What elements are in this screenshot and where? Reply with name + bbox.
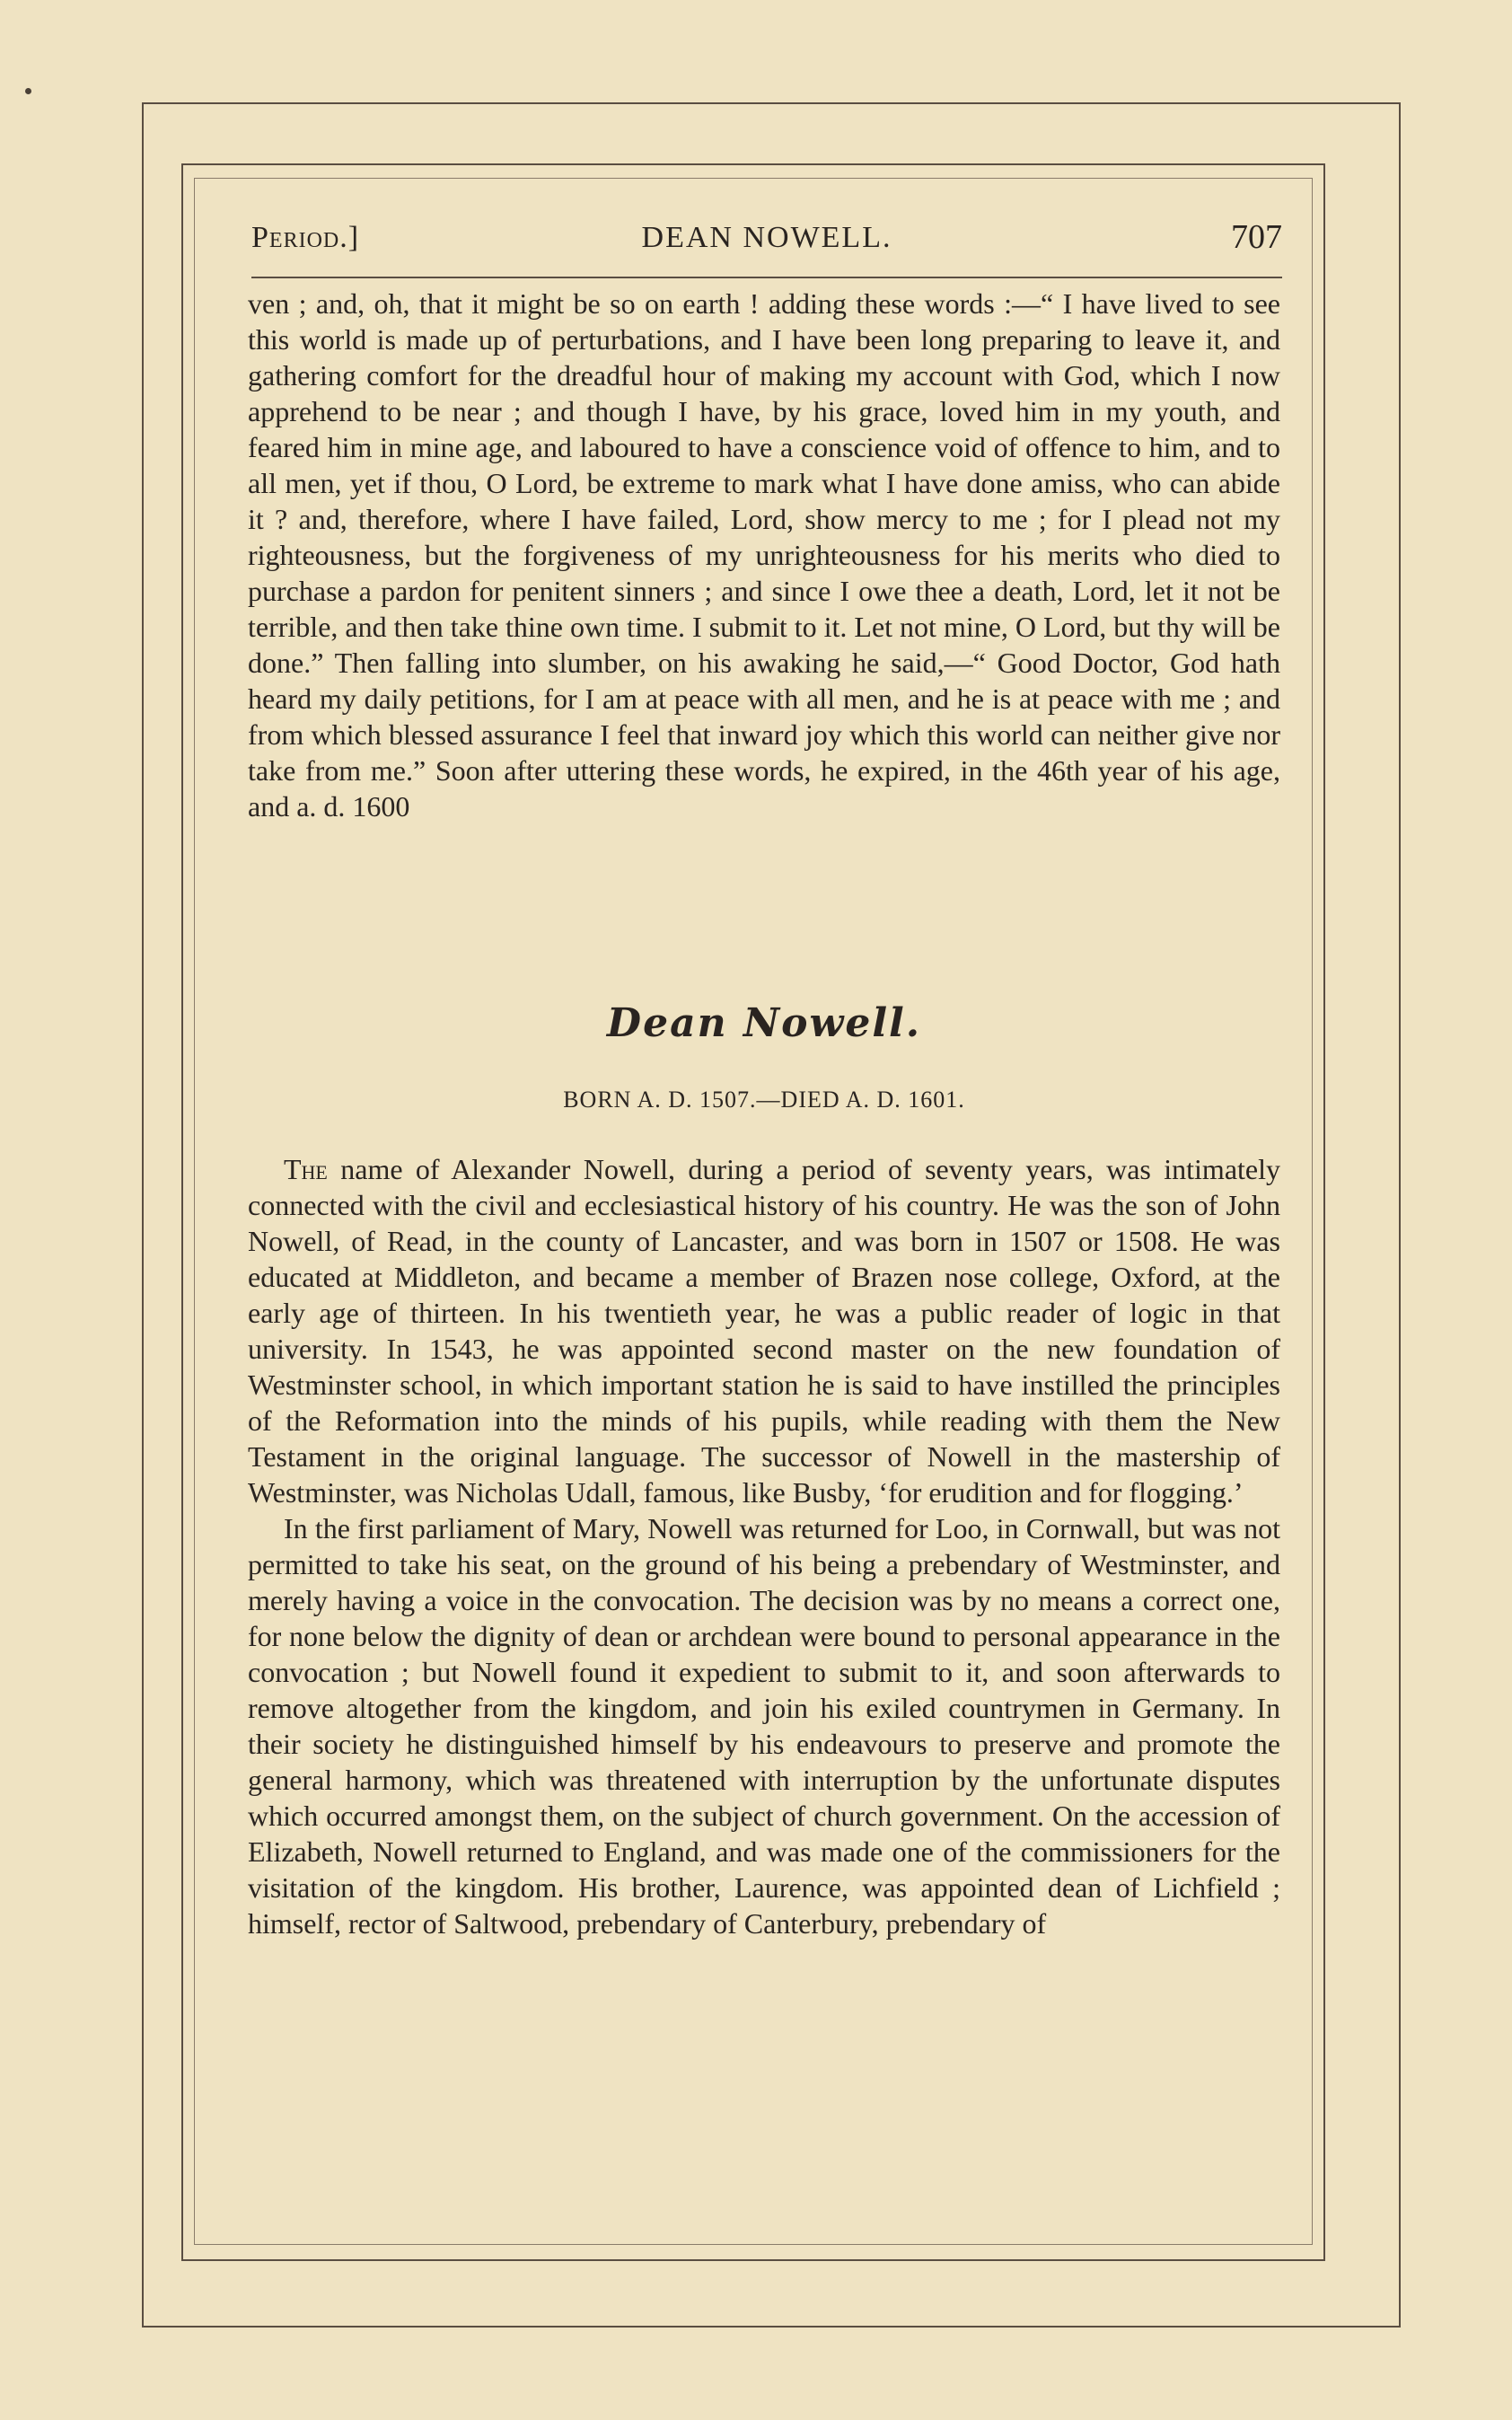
header-rule <box>251 277 1282 278</box>
header-title: DEAN NOWELL. <box>641 221 892 254</box>
paragraph-1-first-word: The <box>284 1153 328 1185</box>
section-title: Dean Nowell. <box>606 1000 922 1046</box>
continuation-paragraph: ven ; and, oh, that it might be so on earth ! adding these words :—“ I have lived to see this world is made up of perturbations, and I have been long preparing to leave it, and gathering comfort for the dreadful hour of making my account with God, which I now apprehend to be near ; and though I have, by his grace, loved him in my youth, and feared him in mine age, and laboured to have a conscience void of offence to him, and to all men, yet if thou, O Lord, be extreme to mark what I have done amiss, who can abide it ? and, therefore, where I have failed, Lord, show mercy to me ; for I plead not my righteousness, but the forgiveness of my unrighteousness for his merits who died to purchase a pardon for penitent sinners ; and since I owe thee a death, Lord, let it not be terrible, and then take thine own time. I submit to it. Let not mine, O Lord, but thy will be done.” Then falling into slumber, on his awaking he said,—“ Good Doctor, God hath heard my daily petitions, for I am at peace with all men, and he is at peace with me ; and from which blessed assurance I feel that inward joy which this world can neither give nor take from me.” Soon after uttering these words, he expired, in the 46th year of his age, and a. d. 1600 <box>248 287 1280 823</box>
biography-text <box>248 1151 1280 1941</box>
running-header <box>251 217 1282 260</box>
section-dates: BORN A. D. 1507.—DIED A. D. 1601. <box>563 1087 965 1113</box>
header-period: Period.] <box>251 221 360 254</box>
ink-dot <box>25 88 31 94</box>
paragraph-1 <box>248 1151 1280 1510</box>
page-number: 707 <box>1231 218 1282 256</box>
continuation-text <box>248 286 1280 824</box>
paragraph-1-text: name of Alexander Nowell, during a period of seventy years, was intimately connected with the civil and ecclesiastical history of his country. He was the son of John Nowell, of Read, in the county of Lancaster, and was born in 1507 or 1508. He was educated at Middleton, and became a member of Brazen nose college, Oxford, at the early age of thirteen. In his twentieth year, he was a public reader of logic in that university. In 1543, he was appointed second master on the new foundation of Westminster school, in which important station he is said to have instilled the principles of the Reformation into the minds of his pupils, while reading with them the New Testament in the original language. The successor of Nowell in the mastership of Westminster, was Nicholas Udall, famous, like Busby, ‘for erudition and for flogging.’ <box>248 1153 1280 1509</box>
paragraph-2: In the first parliament of Mary, Nowell was returned for Loo, in Cornwall, but was not permitted to take his seat, on the ground of his being a prebendary of Westminster, and merely having a voice in the convocation. The decision was by no means a correct one, for none below the dignity of dean or archdean were bound to personal appearance in the convocation ; but Nowell found it expedient to submit to it, and soon afterwards to remove altogether from the kingdom, and join his exiled countrymen in Germany. In their society he distinguished himself by his endeavours to preserve and promote the general harmony, which was threatened with interruption by the unfortunate disputes which occurred amongst them, on the subject of church government. On the accession of Elizabeth, Nowell returned to England, and was made one of the commissioners for the visitation of the kingdom. His brother, Laurence, was appointed dean of Lichfield ; himself, rector of Saltwood, prebendary of Canterbury, prebendary of <box>248 1512 1280 1940</box>
